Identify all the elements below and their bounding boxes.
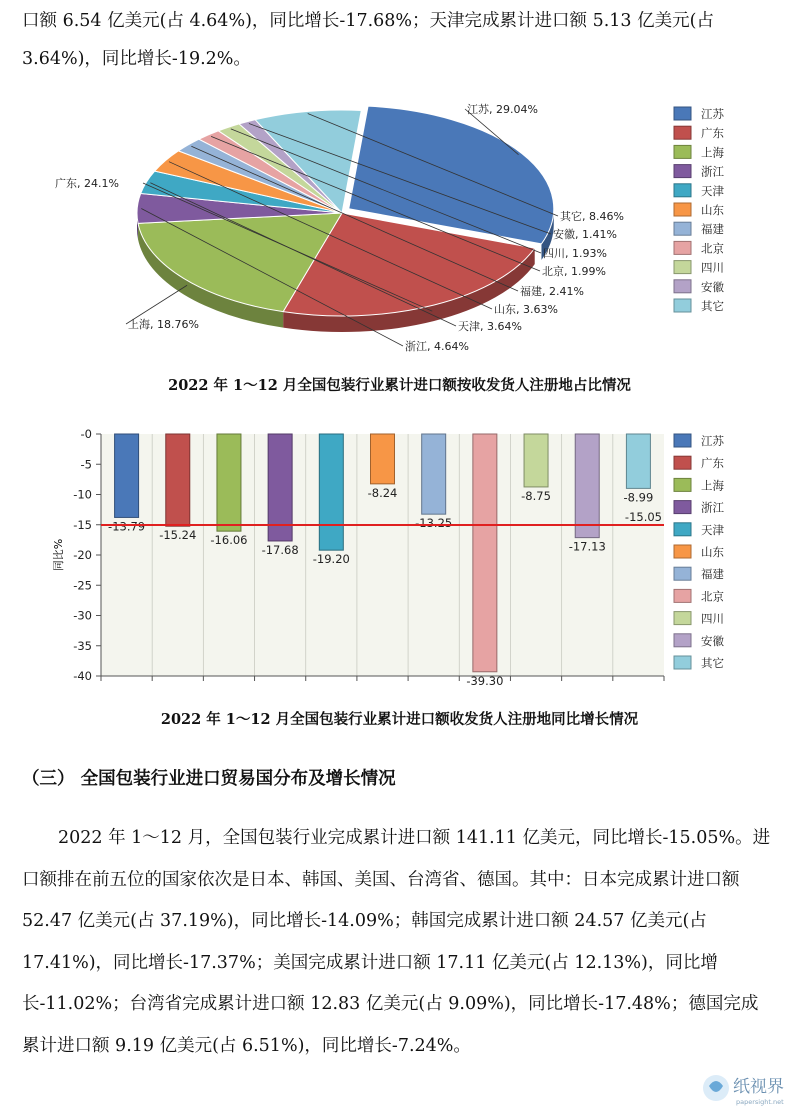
legend-label: 山东 (701, 203, 724, 217)
legend-swatch (674, 222, 691, 235)
legend-label: 四川 (701, 611, 724, 626)
bar-value-label: -15.24 (159, 528, 197, 543)
bar-chart-caption: 2022 年 1～12 月全国包装行业累计进口额收发货人注册地同比增长情况 (160, 711, 639, 728)
bar (626, 434, 650, 488)
watermark-logo (700, 1068, 796, 1108)
y-axis-label: 同比% (52, 538, 65, 572)
pie-slice-label: 江苏, 29.04% (467, 103, 538, 116)
section-heading: （三） 全国包装行业进口贸易国分布及增长情况 (22, 769, 396, 789)
legend-swatch (674, 589, 691, 602)
bar-value-label: -17.13 (568, 539, 606, 554)
bar (166, 434, 190, 526)
bar-value-label: -13.25 (415, 516, 453, 531)
legend-swatch (674, 456, 691, 469)
legend-swatch (674, 478, 691, 491)
bar-value-label: -19.20 (312, 552, 350, 567)
bar (217, 434, 241, 531)
bar-value-label: -17.68 (261, 542, 299, 557)
pie-slice-label: 广东, 24.1% (55, 177, 119, 190)
pie-slice-label: 北京, 1.99% (542, 265, 606, 278)
bar-legend (674, 434, 724, 670)
legend-label: 广东 (701, 456, 724, 471)
y-tick-label: -30 (73, 608, 92, 623)
pie-legend (674, 107, 724, 313)
bar-value-label: -39.30 (466, 673, 504, 688)
legend-swatch (674, 165, 691, 178)
legend-label: 天津 (701, 522, 724, 537)
pie-chart-caption: 2022 年 1～12 月全国包装行业累计进口额按收发货人注册地占比情况 (168, 377, 631, 394)
legend-label: 上海 (701, 478, 724, 493)
legend-swatch (674, 184, 691, 197)
legend-label: 浙江 (701, 500, 724, 515)
legend-label: 天津 (701, 183, 724, 198)
pie-slice-label: 浙江, 4.64% (405, 340, 469, 353)
y-tick-label: -0 (80, 427, 92, 441)
legend-swatch (674, 203, 691, 216)
legend-swatch (674, 612, 691, 625)
pie-chart (0, 95, 799, 370)
bar-value-label: -8.24 (367, 485, 398, 500)
legend-label: 江苏 (701, 107, 724, 121)
legend-swatch (674, 126, 691, 139)
legend-swatch (674, 299, 691, 312)
pie-slice-label: 四川, 1.93% (543, 247, 607, 260)
legend-label: 其它 (701, 656, 724, 670)
bar (115, 434, 139, 517)
legend-swatch (674, 280, 691, 293)
y-tick-label: -40 (73, 669, 92, 683)
bar-value-label: -8.99 (623, 490, 654, 505)
legend-swatch (674, 145, 691, 158)
legend-label: 安徽 (701, 279, 724, 294)
legend-swatch (674, 656, 691, 669)
legend-label: 浙江 (701, 164, 724, 179)
legend-swatch (674, 261, 691, 274)
y-tick-label: -25 (73, 578, 92, 593)
pie-slice-label: 天津, 3.64% (458, 320, 522, 333)
legend-label: 上海 (701, 145, 724, 160)
bar (371, 434, 395, 484)
legend-swatch (674, 545, 691, 558)
legend-label: 四川 (701, 260, 724, 275)
intro-paragraph: 口额 6.54 亿美元(占 4.64%)，同比增长-17.68%；天津完成累计进口额 5.13 亿美元(占 3.64%)，同比增长-19.2%。 (22, 11, 714, 69)
bar-chart (0, 420, 799, 705)
pie-slice-label: 安徽, 1.41% (553, 228, 617, 241)
reference-line-label: -15.05 (624, 510, 662, 525)
legend-swatch (674, 634, 691, 647)
watermark-text: 纸视界 (733, 1077, 784, 1097)
legend-label: 北京 (701, 589, 724, 604)
bar (319, 434, 343, 550)
pie-slice-label: 上海, 18.76% (128, 318, 199, 331)
bar (473, 434, 497, 672)
legend-swatch (674, 567, 691, 580)
pie-slice-label: 福建, 2.41% (520, 285, 584, 298)
body-paragraph: 2022 年 1～12 月，全国包装行业完成累计进口额 141.11 亿美元，同比增长-15.05%。进口额排在前五位的国家依次是日本、韩国、美国、台湾省、德国。其中：日本完成累计进口额 52.47 亿美元(占 37.19%)，同比增长-14.09%；韩国完成累计进口额 24.57 亿美元(占 17.41%)，同比增长-17.37%；美国完成累计进口额 17.11 亿美元(占 12.13%)，同比增长-11.02%；台湾省完成累计进口额 12.83 亿美元(占 9.09%)，同比增长-17.48%；德国完成累计进口额 9.19 亿美元(占 6.51%)，同比增长-7.24%。 (22, 828, 771, 1056)
legend-label: 江苏 (701, 434, 724, 448)
legend-swatch (674, 107, 691, 120)
bar-value-label: -16.06 (210, 533, 248, 548)
legend-label: 安徽 (701, 633, 724, 648)
y-tick-label: -20 (73, 548, 92, 562)
y-tick-label: -15 (73, 517, 92, 532)
legend-label: 山东 (701, 545, 724, 559)
legend-label: 其它 (701, 299, 724, 313)
legend-label: 福建 (701, 222, 724, 237)
y-tick-label: -35 (73, 638, 92, 653)
legend-label: 福建 (701, 567, 724, 582)
bar (422, 434, 446, 514)
bar-value-label: -13.79 (108, 519, 146, 534)
legend-swatch (674, 241, 691, 254)
bar-value-label: -8.75 (521, 488, 551, 503)
bar (575, 434, 599, 538)
y-tick-label: -5 (80, 457, 92, 472)
y-tick-label: -10 (73, 487, 92, 502)
pie-slice-label: 其它, 8.46% (560, 210, 624, 223)
legend-swatch (674, 523, 691, 536)
legend-swatch (674, 501, 691, 514)
legend-swatch (674, 434, 691, 447)
watermark-sub: papersight.net (736, 1098, 784, 1106)
bar (524, 434, 548, 487)
pie-slice-label: 山东, 3.63% (494, 303, 558, 316)
legend-label: 北京 (701, 241, 724, 256)
legend-label: 广东 (701, 126, 724, 141)
